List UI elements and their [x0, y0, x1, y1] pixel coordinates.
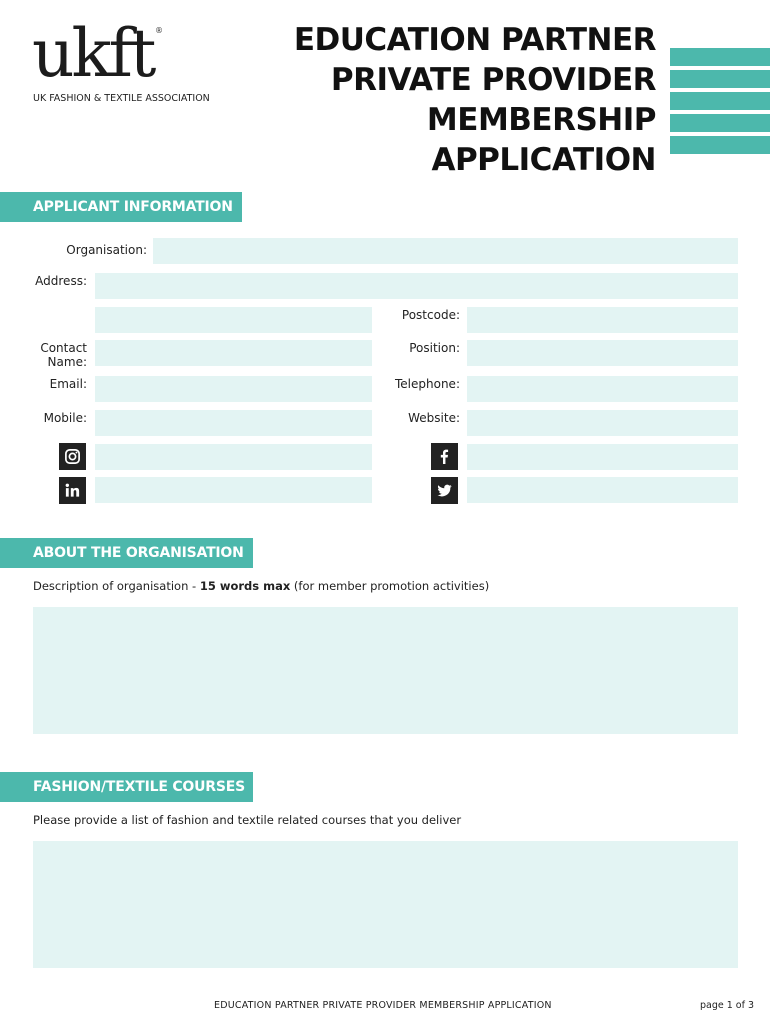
organisation-description-instruction	[33, 579, 489, 593]
address-field-line1[interactable]	[95, 273, 738, 299]
organisation-label: Organisation:	[66, 243, 147, 257]
contact-name-field[interactable]	[95, 340, 372, 366]
facebook-icon	[431, 443, 458, 470]
organisation-description-field[interactable]	[33, 607, 738, 734]
instruction-suffix: (for member promotion activities)	[290, 579, 490, 593]
decorative-stripe	[670, 92, 770, 110]
contact-name-label	[10, 341, 87, 369]
footer-title: EDUCATION PARTNER PRIVATE PROVIDER MEMBERSHIP APPLICATION	[214, 1000, 552, 1011]
email-field[interactable]	[95, 376, 372, 402]
section-header-courses: FASHION/TEXTILE COURSES	[0, 772, 253, 802]
courses-field[interactable]	[33, 841, 738, 968]
page-number: page 1 of 3	[700, 1000, 755, 1011]
organisation-field[interactable]	[153, 238, 738, 264]
contact-label-line: Contact	[40, 341, 87, 355]
title-line: APPLICATION	[431, 142, 656, 178]
instagram-icon	[59, 443, 86, 470]
website-label: Website:	[408, 411, 460, 425]
linkedin-field[interactable]	[95, 477, 372, 503]
website-field[interactable]	[467, 410, 738, 436]
telephone-label: Telephone:	[395, 377, 460, 391]
courses-instruction: Please provide a list of fashion and textile related courses that you deliver	[33, 813, 462, 827]
logo-tagline: UK FASHION & TEXTILE ASSOCIATION	[33, 93, 210, 104]
twitter-field[interactable]	[467, 477, 738, 503]
title-line: PRIVATE PROVIDER	[330, 62, 656, 98]
contact-label-line: Name:	[47, 355, 87, 369]
decorative-stripe	[670, 114, 770, 132]
address-field-line2[interactable]	[95, 307, 372, 333]
mobile-field[interactable]	[95, 410, 372, 436]
telephone-field[interactable]	[467, 376, 738, 402]
email-label: Email:	[49, 377, 87, 391]
position-label: Position:	[409, 341, 460, 355]
section-header-about-organisation: ABOUT THE ORGANISATION	[0, 538, 253, 568]
section-header-applicant-information: APPLICANT INFORMATION	[0, 192, 242, 222]
instagram-field[interactable]	[95, 444, 372, 470]
position-field[interactable]	[467, 340, 738, 366]
instruction-word-limit: 15 words max	[199, 579, 291, 593]
logo-wordmark: ukft	[32, 15, 154, 92]
page-title	[226, 20, 656, 180]
registered-mark: ®	[155, 26, 163, 35]
title-line: MEMBERSHIP	[426, 102, 656, 138]
mobile-label: Mobile:	[43, 411, 87, 425]
title-line: EDUCATION PARTNER	[293, 22, 656, 58]
decorative-stripe	[670, 70, 770, 88]
decorative-stripe	[670, 48, 770, 66]
linkedin-icon	[59, 477, 86, 504]
postcode-label: Postcode:	[401, 308, 460, 322]
twitter-icon	[431, 477, 458, 504]
instruction-prefix: Description of organisation -	[33, 579, 200, 593]
address-label: Address:	[35, 274, 87, 288]
facebook-field[interactable]	[467, 444, 738, 470]
decorative-stripe	[670, 136, 770, 154]
postcode-field[interactable]	[467, 307, 738, 333]
